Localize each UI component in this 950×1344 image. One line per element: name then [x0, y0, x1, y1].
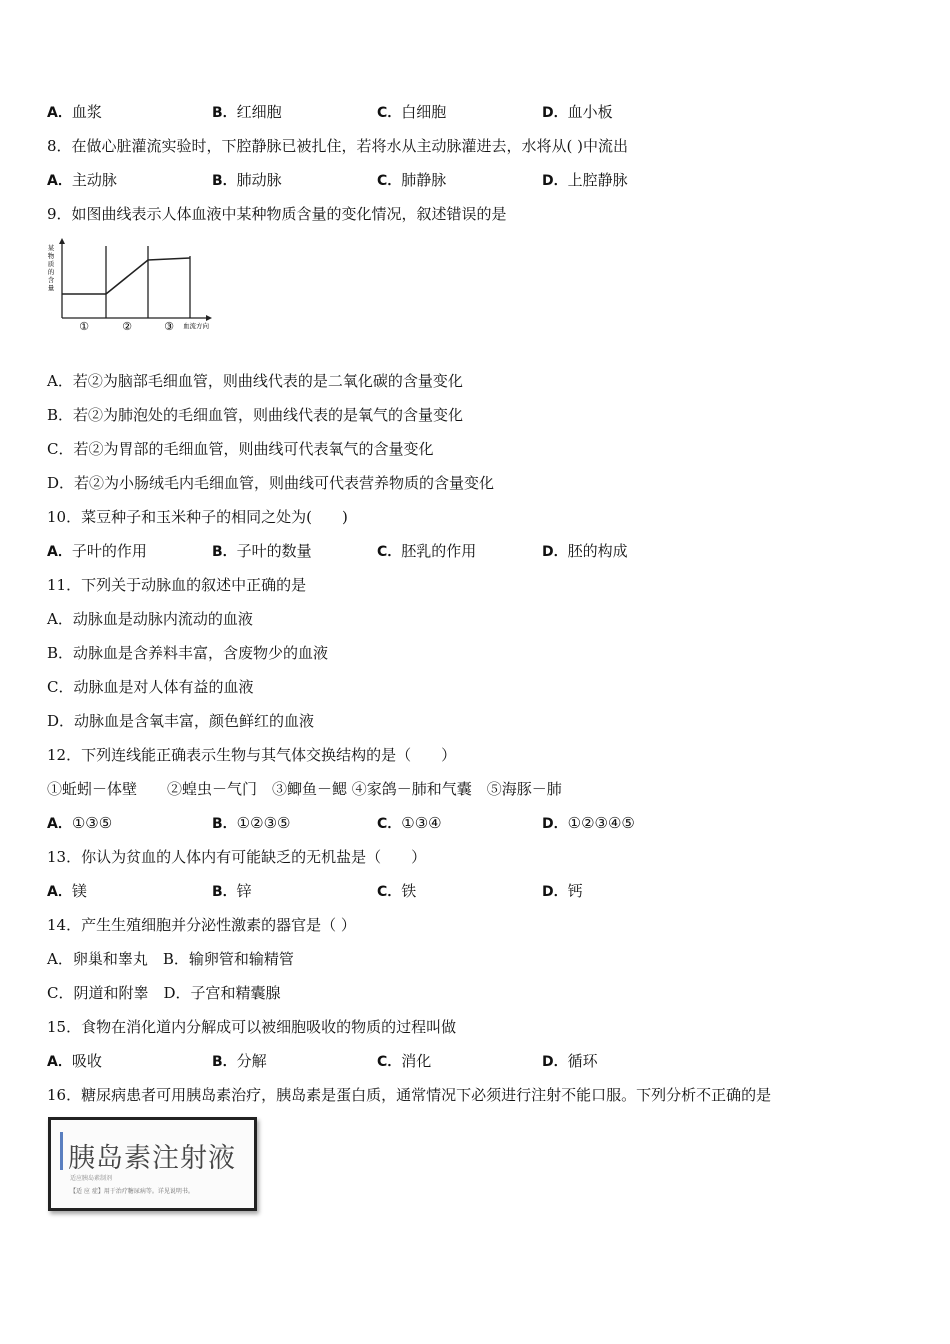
q7-option-a: A．血浆 — [47, 103, 102, 121]
y-axis-arrow — [59, 238, 65, 244]
insulin-note: 【适 应 症】用于治疗糖尿病等。详见说明书。 — [70, 1188, 194, 1195]
q10-option-c: C．胚乳的作用 — [377, 542, 477, 560]
insulin-injection-image — [48, 1117, 257, 1211]
q8-option-a: A．主动脉 — [47, 171, 117, 189]
q8-option-d: D．上腔静脉 — [542, 171, 628, 189]
x-axis-label: 血流方向 — [183, 322, 209, 330]
y-label-char: 的 — [47, 268, 55, 276]
y-label-char: 质 — [47, 260, 55, 268]
segment-label-3: ③ — [164, 320, 174, 333]
q15-option-a: A．吸收 — [47, 1052, 102, 1070]
x-axis-arrow — [206, 315, 212, 321]
q10-option-a: A．子叶的作用 — [47, 542, 147, 560]
q7-option-b: B．红细胞 — [212, 103, 282, 121]
q15-option-d: D．循环 — [542, 1052, 598, 1070]
q13-stem: 13．你认为贫血的人体内有可能缺乏的无机盐是（ ） — [47, 848, 427, 866]
q12-option-c: C．①③④ — [377, 814, 442, 832]
q13-option-d: D．钙 — [542, 882, 583, 900]
q9-option-d: D．若②为小肠绒毛内毛细血管，则曲线可代表营养物质的含量变化 — [47, 474, 495, 492]
q12-items: ①蚯蚓－体壁 ②蝗虫－气门 ③鲫鱼－鳃 ④家鸽－肺和气囊 ⑤海豚－肺 — [47, 780, 562, 798]
q8-option-b: B．肺动脉 — [212, 171, 282, 189]
q13-option-b: B．锌 — [212, 882, 252, 900]
insulin-title: 胰岛素注射液 — [68, 1143, 236, 1174]
insulin-subtitle: 适应胰岛素制剂 — [70, 1175, 113, 1182]
q11-option-b: B．动脉血是含养料丰富，含废物少的血液 — [47, 644, 329, 662]
y-label-char: 含 — [47, 276, 55, 284]
q13-option-c: C．铁 — [377, 882, 417, 900]
q9-curve-graph — [44, 238, 224, 338]
q14-options-line-1: A．卵巢和睾丸 B．输卵管和输精管 — [47, 950, 294, 968]
q11-option-d: D．动脉血是含氧丰富，颜色鲜红的血液 — [47, 712, 315, 730]
q12-option-b: B．①②③⑤ — [212, 814, 291, 832]
q12-stem: 12．下列连线能正确表示生物与其气体交换结构的是（ ） — [47, 746, 457, 764]
q9-option-a: A．若②为脑部毛细血管，则曲线代表的是二氧化碳的含量变化 — [47, 372, 463, 390]
q15-option-b: B．分解 — [212, 1052, 267, 1070]
q12-option-d: D．①②③④⑤ — [542, 814, 635, 832]
q7-option-d: D．血小板 — [542, 103, 613, 121]
q12-option-a: A．①③⑤ — [47, 814, 113, 832]
accent-bar — [60, 1132, 63, 1170]
q14-options-line-2: C．阴道和附睾 D．子宫和精囊腺 — [47, 984, 281, 1002]
q16-stem: 16．糖尿病患者可用胰岛素治疗，胰岛素是蛋白质，通常情况下必须进行注射不能口服。下列分析不正确的是 — [47, 1086, 772, 1104]
q10-option-d: D．胚的构成 — [542, 542, 628, 560]
q9-option-c: C．若②为胃部的毛细血管，则曲线可代表氧气的含量变化 — [47, 440, 434, 458]
q15-option-c: C．消化 — [377, 1052, 432, 1070]
q9-option-b: B．若②为肺泡处的毛细血管，则曲线代表的是氧气的含量变化 — [47, 406, 464, 424]
q10-stem: 10．菜豆种子和玉米种子的相同之处为( ) — [47, 508, 348, 526]
segment-label-2: ② — [122, 320, 132, 333]
q10-option-b: B．子叶的数量 — [212, 542, 312, 560]
y-label-char: 某 — [47, 244, 55, 252]
q9-stem: 9．如图曲线表示人体血液中某种物质含量的变化情况，叙述错误的是 — [47, 205, 507, 223]
q14-stem: 14．产生生殖细胞并分泌性激素的器官是（ ） — [47, 916, 356, 934]
q11-stem: 11．下列关于动脉血的叙述中正确的是 — [47, 576, 307, 594]
y-label-char: 物 — [47, 252, 55, 260]
q7-option-c: C．白细胞 — [377, 103, 447, 121]
q11-option-a: A．动脉血是动脉内流动的血液 — [47, 610, 253, 628]
q11-option-c: C．动脉血是对人体有益的血液 — [47, 678, 254, 696]
content-curve — [62, 258, 190, 294]
q8-option-c: C．肺静脉 — [377, 171, 447, 189]
q8-stem: 8．在做心脏灌流实验时，下腔静脉已被扎住，若将水从主动脉灌进去，水将从( )中流出 — [47, 137, 629, 155]
y-label-char: 量 — [47, 284, 55, 292]
q13-option-a: A．镁 — [47, 882, 87, 900]
segment-label-1: ① — [79, 320, 89, 333]
q15-stem: 15．食物在消化道内分解成可以被细胞吸收的物质的过程叫做 — [47, 1018, 457, 1036]
